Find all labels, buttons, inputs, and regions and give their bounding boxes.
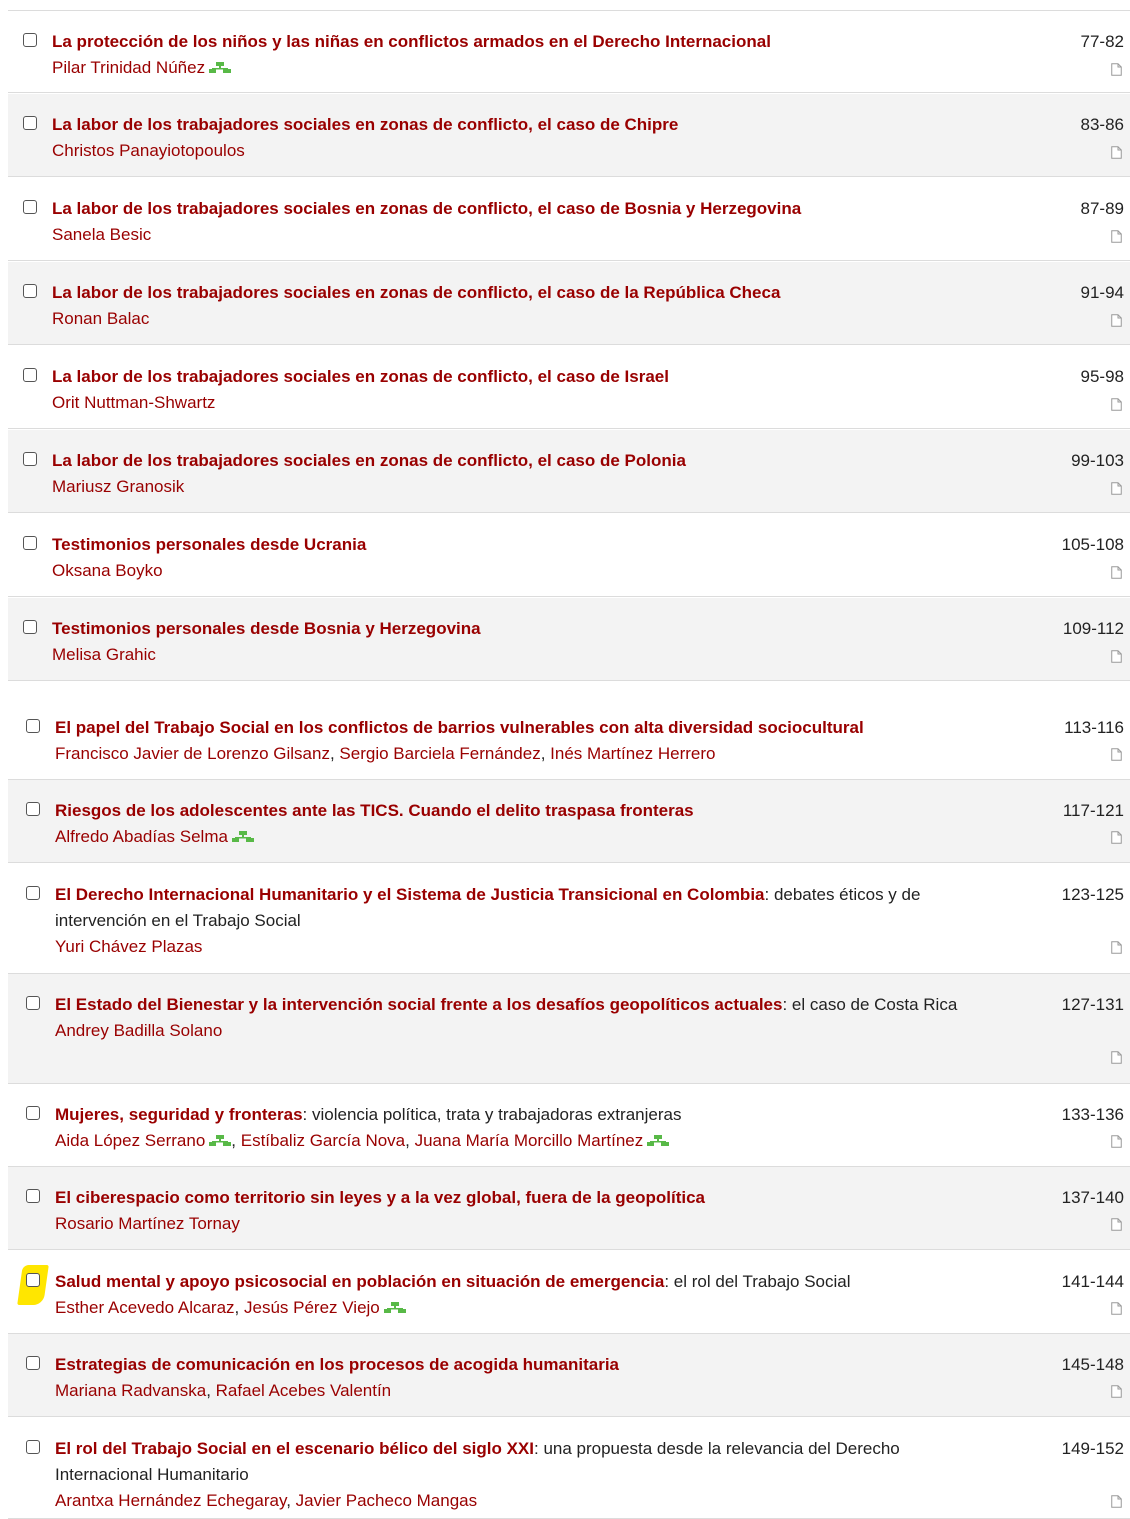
article-subtitle: : violencia política, trata y trabajadoras extranjeras <box>302 1105 682 1124</box>
article-checkbox[interactable] <box>26 886 40 900</box>
author-link[interactable]: Alfredo Abadías Selma <box>55 827 228 846</box>
author-link[interactable]: Rosario Martínez Tornay <box>55 1214 240 1233</box>
article-authors <box>55 1128 980 1154</box>
article-title-link[interactable]: Testimonios personales desde Bosnia y Herzegovina <box>52 619 481 638</box>
article-content <box>55 992 980 1044</box>
orcid-icon[interactable] <box>647 1129 669 1141</box>
document-icon[interactable] <box>1111 1133 1122 1146</box>
article-title-link[interactable]: La labor de los trabajadores sociales en zonas de conflicto, el caso de Polonia <box>52 451 686 470</box>
article-pages: 113-116 <box>1064 718 1124 737</box>
article-content <box>52 29 980 81</box>
document-icon[interactable] <box>1111 1049 1122 1062</box>
document-icon[interactable] <box>1111 564 1122 577</box>
article-authors <box>52 390 980 416</box>
article-title-link[interactable]: Mujeres, seguridad y fronteras <box>55 1105 303 1124</box>
article-checkbox[interactable] <box>23 284 37 298</box>
article-title <box>55 882 980 934</box>
author-separator: , <box>231 1131 241 1150</box>
article-row <box>8 1084 1130 1167</box>
article-title-link[interactable]: La protección de los niños y las niñas en conflictos armados en el Derecho Internacional <box>52 32 771 51</box>
author-link[interactable]: Estíbaliz García Nova <box>240 1131 406 1150</box>
article-title-link[interactable]: La labor de los trabajadores sociales en zonas de conflicto, el caso de Israel <box>52 367 669 386</box>
article-title-link[interactable]: Salud mental y apoyo psicosocial en población en situación de emergencia <box>55 1272 665 1291</box>
document-icon[interactable] <box>1111 480 1122 493</box>
article-row <box>8 514 1130 597</box>
article-pages: 149-152 <box>1061 1439 1124 1458</box>
article-content <box>52 364 980 416</box>
article-content <box>55 1185 980 1237</box>
article-title-link[interactable]: El Estado del Bienestar y la intervención social frente a los desafíos geopolíticos actuales <box>55 995 783 1014</box>
article-title <box>55 1102 980 1128</box>
author-separator: , <box>234 1298 244 1317</box>
article-row <box>8 1251 1130 1334</box>
article-content <box>52 196 980 248</box>
article-title <box>55 798 980 824</box>
article-pages: 133-136 <box>1061 1105 1124 1124</box>
article-title <box>55 1352 980 1378</box>
article-content <box>55 798 980 850</box>
author-separator: , <box>206 1381 216 1400</box>
article-checkbox[interactable] <box>26 1189 40 1203</box>
document-icon[interactable] <box>1111 312 1122 325</box>
article-title <box>55 1185 980 1211</box>
article-checkbox[interactable] <box>23 33 37 47</box>
article-row <box>8 94 1130 177</box>
orcid-icon[interactable] <box>384 1296 406 1308</box>
article-row <box>8 1418 1130 1519</box>
article-title-link[interactable]: El rol del Trabajo Social en el escenario bélico del siglo XXI <box>55 1439 534 1458</box>
author-link[interactable]: Arantxa Hernández Echegaray <box>55 1491 287 1510</box>
author-link[interactable]: Orit Nuttman-Shwartz <box>52 393 216 412</box>
article-title-link[interactable]: La labor de los trabajadores sociales en zonas de conflicto, el caso de Chipre <box>52 115 679 134</box>
article-pages: 99-103 <box>1071 451 1124 470</box>
author-link[interactable]: Francisco Javier de Lorenzo Gilsanz <box>55 744 330 763</box>
article-pages: 141-144 <box>1061 1272 1124 1291</box>
article-row <box>8 346 1130 429</box>
article-pages: 105-108 <box>1061 535 1124 554</box>
article-content <box>52 532 980 584</box>
article-pages: 91-94 <box>1080 283 1124 302</box>
author-link[interactable]: Mariusz Granosik <box>52 477 185 496</box>
article-row <box>8 1334 1130 1417</box>
article-subtitle: : una propuesta desde la relevancia del Derecho Internacional Humanitario <box>55 1439 900 1484</box>
article-content <box>55 715 980 767</box>
article-pages: 109-112 <box>1062 619 1124 638</box>
author-link[interactable]: Christos Panayiotopoulos <box>52 141 245 160</box>
article-pages: 123-125 <box>1061 885 1124 904</box>
article-authors <box>52 474 980 500</box>
author-link[interactable]: Sergio Barciela Fernández <box>339 744 541 763</box>
author-link[interactable]: Oksana Boyko <box>52 561 163 580</box>
article-title <box>52 196 980 222</box>
author-link[interactable]: Esther Acevedo Alcaraz <box>55 1298 235 1317</box>
article-row <box>8 10 1130 93</box>
author-link[interactable]: Aida López Serrano <box>55 1131 206 1150</box>
article-title <box>55 1436 980 1488</box>
author-link[interactable]: Mariana Radvanska <box>55 1381 207 1400</box>
article-title <box>52 448 980 474</box>
article-checkbox[interactable] <box>23 536 37 550</box>
document-icon[interactable] <box>1111 648 1122 661</box>
article-title <box>52 532 980 558</box>
article-subtitle: : el rol del Trabajo Social <box>664 1272 851 1291</box>
article-title-link[interactable]: La labor de los trabajadores sociales en zonas de conflicto, el caso de Bosnia y Herzegovina <box>52 199 802 218</box>
article-authors <box>52 222 980 248</box>
article-checkbox[interactable] <box>26 1106 40 1120</box>
article-title-link[interactable]: Testimonios personales desde Ucrania <box>52 535 367 554</box>
article-pages: 127-131 <box>1061 995 1124 1014</box>
orcid-icon[interactable] <box>209 56 231 68</box>
article-row <box>8 262 1130 345</box>
article-title <box>55 992 980 1018</box>
author-link[interactable]: Yuri Chávez Plazas <box>55 937 203 956</box>
article-title-link[interactable]: El papel del Trabajo Social en los conflictos de barrios vulnerables con alta diversidad sociocultural <box>55 718 864 737</box>
orcid-icon[interactable] <box>232 825 254 837</box>
article-row <box>8 1167 1130 1250</box>
article-title <box>52 616 980 642</box>
author-separator: , <box>405 1131 415 1150</box>
article-checkbox[interactable] <box>23 116 37 130</box>
article-authors <box>55 934 980 960</box>
author-separator: , <box>329 744 340 763</box>
article-authors <box>52 642 980 668</box>
article-title <box>55 715 980 741</box>
author-separator: , <box>286 1491 296 1510</box>
article-authors <box>52 306 980 332</box>
article-pages: 137-140 <box>1061 1188 1124 1207</box>
article-checkbox[interactable] <box>23 200 37 214</box>
article-row <box>8 864 1130 974</box>
article-title-link[interactable]: Estrategias de comunicación en los procesos de acogida humanitaria <box>55 1355 620 1374</box>
article-content <box>55 1352 980 1404</box>
article-authors <box>52 558 980 584</box>
article-title-link[interactable]: El Derecho Internacional Humanitario y el Sistema de Justicia Transicional en Colombia <box>55 885 765 904</box>
article-pages: 77-82 <box>1080 32 1124 51</box>
document-icon[interactable] <box>1111 829 1122 842</box>
article-authors <box>55 741 980 767</box>
article-title <box>55 1269 980 1295</box>
article-title <box>52 364 980 390</box>
author-link[interactable]: Javier Pacheco Mangas <box>295 1491 478 1510</box>
article-pages: 83-86 <box>1080 115 1124 134</box>
article-title <box>52 280 980 306</box>
author-link[interactable]: Jesús Pérez Viejo <box>244 1298 380 1317</box>
article-authors <box>55 824 980 850</box>
document-icon[interactable] <box>1111 1216 1122 1229</box>
author-link[interactable]: Juana María Morcillo Martínez <box>414 1131 644 1150</box>
article-title <box>52 29 980 55</box>
article-subtitle: : el caso de Costa Rica <box>782 995 958 1014</box>
document-icon[interactable] <box>1111 228 1122 241</box>
document-icon[interactable] <box>1111 144 1122 157</box>
article-content <box>52 280 980 332</box>
article-pages: 145-148 <box>1061 1355 1124 1374</box>
article-checkbox[interactable] <box>23 452 37 466</box>
article-authors <box>55 1018 980 1044</box>
article-checkbox[interactable] <box>23 368 37 382</box>
article-content <box>52 616 980 668</box>
article-row <box>8 780 1130 863</box>
document-icon[interactable] <box>1111 1300 1122 1313</box>
article-checkbox[interactable] <box>26 1356 40 1370</box>
article-content <box>55 1102 980 1154</box>
article-authors <box>55 1378 980 1404</box>
article-row <box>8 178 1130 261</box>
document-icon[interactable] <box>1111 746 1122 759</box>
article-content <box>55 882 980 960</box>
article-row <box>8 598 1130 681</box>
article-content <box>52 112 980 164</box>
article-checkbox[interactable] <box>26 996 40 1010</box>
article-subtitle: : debates éticos y de intervención en el Trabajo Social <box>55 885 921 930</box>
article-pages: 95-98 <box>1080 367 1124 386</box>
article-checkbox[interactable] <box>26 719 40 733</box>
author-link[interactable]: Andrey Badilla Solano <box>55 1021 223 1040</box>
document-icon[interactable] <box>1111 1383 1122 1396</box>
document-icon[interactable] <box>1111 1493 1122 1506</box>
article-pages: 117-121 <box>1062 801 1124 820</box>
article-title-link[interactable]: Riesgos de los adolescentes ante las TICS. Cuando el delito traspasa fronteras <box>55 801 694 820</box>
article-authors <box>52 55 980 81</box>
article-authors <box>55 1295 980 1321</box>
article-authors <box>55 1488 980 1514</box>
article-authors <box>52 138 980 164</box>
orcid-icon[interactable] <box>209 1129 231 1141</box>
author-link[interactable]: Rafael Acebes Valentín <box>215 1381 392 1400</box>
author-link[interactable]: Pilar Trinidad Núñez <box>52 58 206 77</box>
article-checkbox[interactable] <box>23 620 37 634</box>
article-content <box>52 448 980 500</box>
article-title-link[interactable]: La labor de los trabajadores sociales en zonas de conflicto, el caso de la República Checa <box>52 283 781 302</box>
author-link[interactable]: Melisa Grahic <box>52 645 156 664</box>
article-row <box>8 974 1130 1084</box>
article-title <box>52 112 980 138</box>
article-content <box>55 1436 980 1514</box>
author-link[interactable]: Inés Martínez Herrero <box>550 744 716 763</box>
document-icon[interactable] <box>1111 61 1122 74</box>
article-row <box>8 697 1130 780</box>
article-checkbox[interactable] <box>26 802 40 816</box>
article-checkbox[interactable] <box>26 1273 40 1287</box>
article-checkbox[interactable] <box>26 1440 40 1454</box>
author-link[interactable]: Sanela Besic <box>52 225 152 244</box>
article-row <box>8 430 1130 513</box>
author-separator: , <box>540 744 551 763</box>
article-authors <box>55 1211 980 1237</box>
article-pages: 87-89 <box>1080 199 1124 218</box>
article-title-link[interactable]: El ciberespacio como territorio sin leyes y a la vez global, fuera de la geopolítica <box>55 1188 706 1207</box>
document-icon[interactable] <box>1111 939 1122 952</box>
author-link[interactable]: Ronan Balac <box>52 309 150 328</box>
document-icon[interactable] <box>1111 396 1122 409</box>
article-content <box>55 1269 980 1321</box>
